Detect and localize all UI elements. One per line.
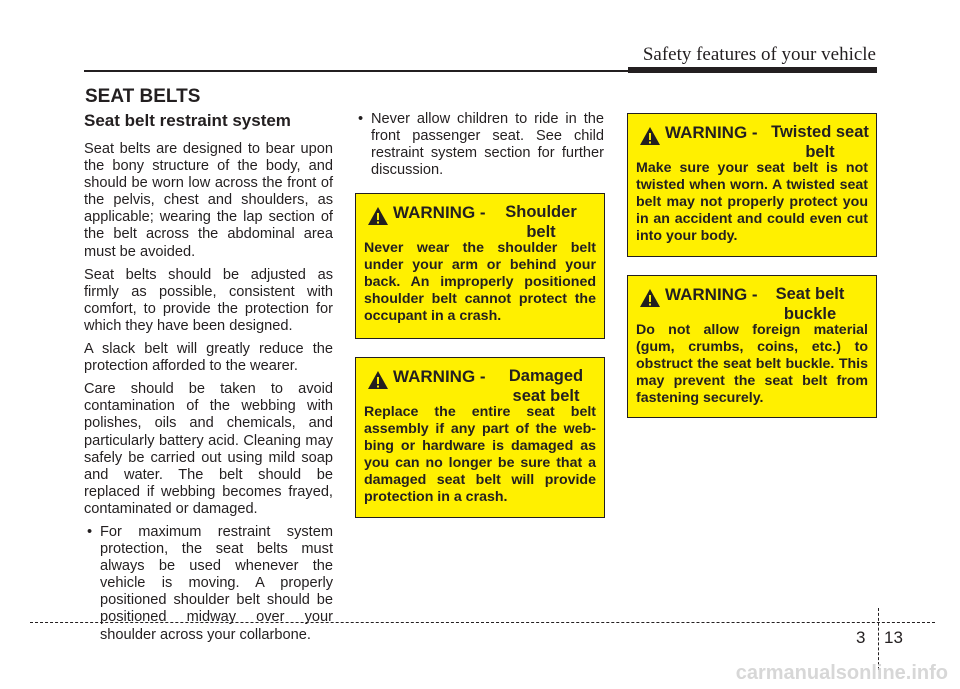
watermark: carmanualsonline.info xyxy=(735,662,948,684)
warning-header xyxy=(636,276,868,323)
middle-column xyxy=(355,111,604,185)
bullet-item xyxy=(84,524,333,644)
paragraph: Care should be taken to avoid contamination of the webbing with polishes, oils and chemicals, and particularly battery acid. Cleaning may safely be carried out using mild soap and water. The belt should be replaced if webbing becomes frayed, contaminated or damaged. xyxy=(84,381,333,517)
warning-subject-line: Seat belt xyxy=(775,285,845,303)
section-title: SEAT BELTS xyxy=(85,86,201,107)
page-number-divider xyxy=(878,608,879,670)
warning-box-damaged-seat-belt xyxy=(355,357,605,518)
warning-body: Replace the entire seat belt assembly if any part of the web-bing or hardware is damaged as you can no longer be sure that a damaged seat belt will provide protection in a crash. xyxy=(364,404,596,505)
header-rule-accent xyxy=(628,67,877,73)
warning-subject xyxy=(498,366,594,406)
warning-header xyxy=(364,194,596,241)
bullet-text: For maximum restraint system protection, the seat belts must always be used whenever the vehicle is moving. A properly positioned shoulder belt should be positioned midway over your shoulder across your collarbone. xyxy=(100,523,333,643)
warning-label: WARNING - xyxy=(393,203,486,222)
warning-header xyxy=(364,358,596,405)
footer-divider xyxy=(30,622,935,623)
warning-subject xyxy=(770,284,850,324)
warning-box-twisted-seat-belt xyxy=(627,113,877,257)
warning-body: Make sure your seat belt is not twisted when worn. A twisted seat belt may not properly protect you in an accident and could even cut into your body. xyxy=(636,160,868,244)
warning-subject-line: belt xyxy=(805,143,835,161)
warning-label: WARNING - xyxy=(665,285,758,304)
warning-label: WARNING - xyxy=(665,123,758,142)
warning-subject-line: belt xyxy=(526,223,556,241)
warning-subject-line: Damaged xyxy=(508,367,584,385)
bullet-dot: • xyxy=(358,111,364,127)
left-column xyxy=(84,111,333,650)
paragraph: Seat belts should be adjusted as firmly as possible, consistent with comfort, to provide the protection for which they have been designed. xyxy=(84,266,333,334)
warning-body: Never wear the shoulder belt under your arm or behind your back. An improperly positioned shoulder belt cannot protect the occupant in a crash. xyxy=(364,240,596,324)
bullet-item xyxy=(355,111,604,179)
page-header-title: Safety features of your vehicle xyxy=(642,44,876,65)
chapter-number: 3 xyxy=(856,628,866,647)
header-rule xyxy=(84,70,628,72)
bullet-text: Never allow children to ride in the front passenger seat. See child restraint system section for further discussion. xyxy=(371,111,604,179)
warning-subject-line: buckle xyxy=(783,305,837,323)
warning-triangle-icon xyxy=(639,288,661,308)
warning-subject-line: Shoulder xyxy=(505,203,577,221)
warning-box-shoulder-belt xyxy=(355,193,605,339)
warning-label: WARNING - xyxy=(393,367,486,386)
paragraph: A slack belt will greatly reduce the protection afforded to the wearer. xyxy=(84,341,333,375)
warning-header xyxy=(636,114,869,161)
paragraph: Seat belts are designed to bear upon the bony structure of the body, and should be worn low across the front of the pelvis, chest and shoulders, as applicable; wearing the lap section of the belt across the abdominal area must be avoided. xyxy=(84,141,333,260)
warning-box-seat-belt-buckle xyxy=(627,275,877,418)
warning-triangle-icon xyxy=(367,206,389,226)
page-number: 13 xyxy=(884,628,903,647)
warning-subject xyxy=(770,122,870,162)
warning-triangle-icon xyxy=(367,370,389,390)
warning-body: Do not allow foreign material (gum, crumbs, coins, etc.) to obstruct the seat belt buckle. This may prevent the seat belt from fastening securely. xyxy=(636,322,868,406)
warning-subject-line: Twisted seat xyxy=(771,123,869,141)
subsection-title: Seat belt restraint system xyxy=(84,111,291,130)
bullet-dot: • xyxy=(87,523,93,540)
warning-subject-line: seat belt xyxy=(512,387,580,405)
warning-triangle-icon xyxy=(639,126,661,146)
warning-subject xyxy=(498,202,584,242)
